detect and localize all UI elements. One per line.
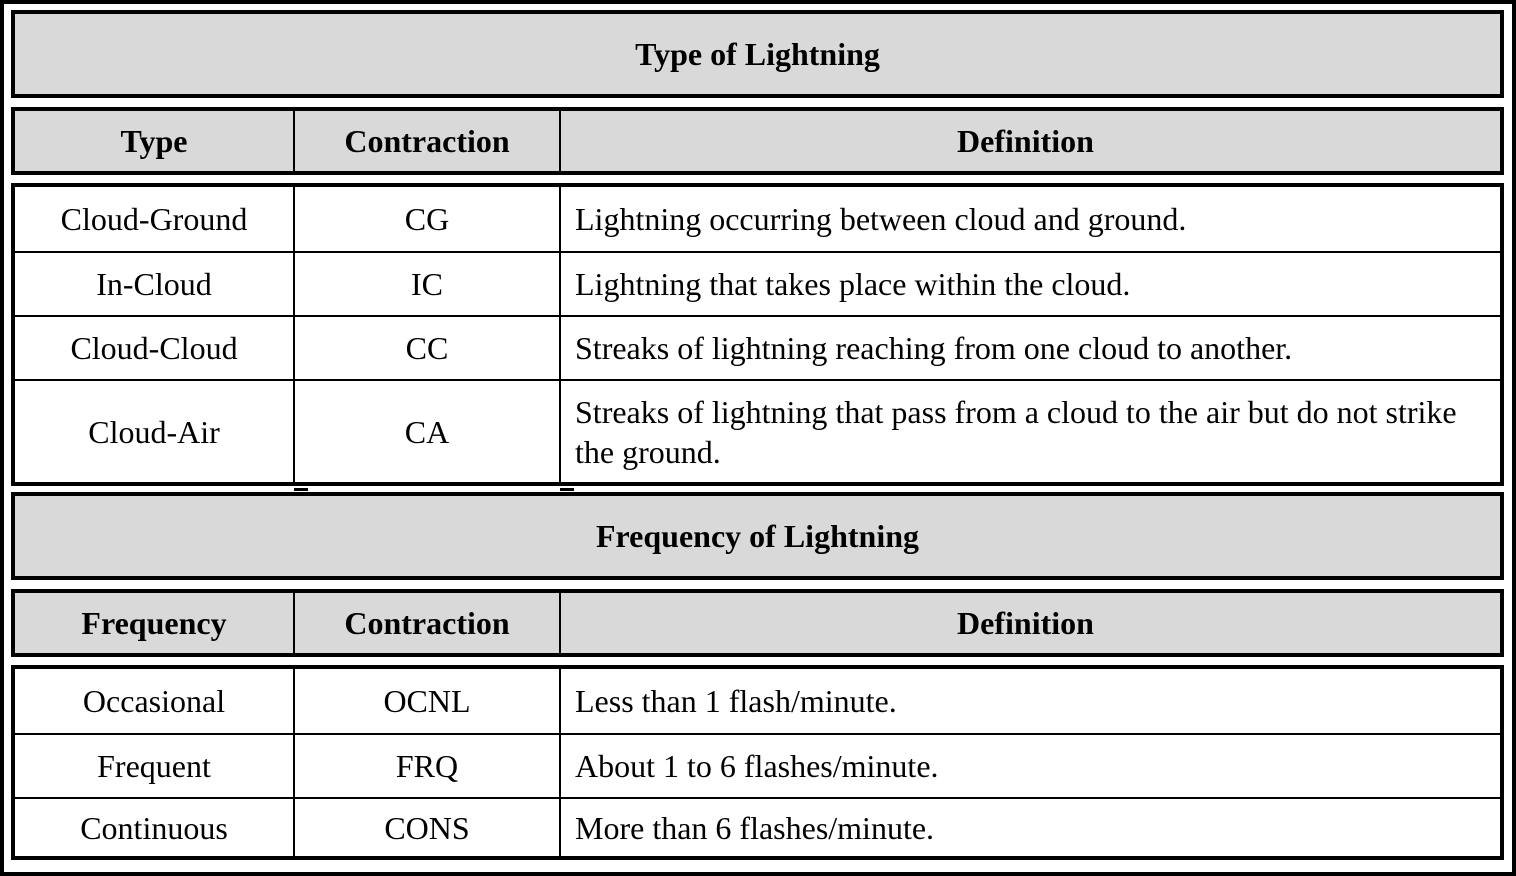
type-header-contraction: Contraction [293, 111, 559, 171]
definition-cell: Less than 1 flash/minute. [559, 669, 1500, 733]
frequency-cell: Frequent [97, 748, 211, 784]
definition-cell: More than 6 flashes/minute. [559, 799, 1500, 856]
frequency-header-definition: Definition [559, 593, 1500, 653]
frequency-header-contraction: Contraction [293, 593, 559, 653]
type-cell: Cloud-Air [88, 413, 220, 450]
definition-cell: Lightning occurring between cloud and ground. [559, 187, 1500, 251]
table-row [15, 669, 1500, 733]
frequency-header-frequency: Frequency [81, 605, 227, 641]
table-row [15, 733, 1500, 797]
definition-cell: Streaks of lightning that pass from a cloud to the air but do not strike the ground. [559, 381, 1500, 482]
type-cell: Cloud-Cloud [70, 330, 238, 366]
table-row [15, 315, 1500, 379]
type-header-type: Type [120, 123, 188, 159]
definition-cell: Streaks of lightning reaching from one cloud to another. [559, 317, 1500, 379]
type-header-row [11, 107, 1504, 175]
frequency-header-row [11, 589, 1504, 657]
frequency-cell: Continuous [80, 809, 228, 846]
table-row [15, 797, 1500, 856]
contraction-cell: CONS [293, 799, 559, 856]
divider-tick [560, 488, 574, 491]
type-cell: In-Cloud [96, 266, 212, 302]
type-header-definition: Definition [559, 111, 1500, 171]
type-cell: Cloud-Ground [60, 201, 248, 237]
divider-tick [294, 488, 308, 491]
contraction-cell: CA [293, 381, 559, 482]
contraction-cell: CC [293, 317, 559, 379]
definition-cell: About 1 to 6 flashes/minute. [559, 735, 1500, 797]
table-row [15, 251, 1500, 315]
frequency-cell: Occasional [82, 683, 226, 719]
type-section-title-bar [11, 10, 1504, 98]
contraction-cell: IC [293, 253, 559, 315]
frequency-section-title: Frequency of Lightning [596, 517, 919, 554]
contraction-cell: FRQ [293, 735, 559, 797]
definition-cell: Lightning that takes place within the cloud. [559, 253, 1500, 315]
table-row [15, 379, 1500, 482]
table-row [15, 187, 1500, 251]
frequency-rows-block [11, 665, 1504, 860]
frequency-section-title-bar [11, 492, 1504, 580]
contraction-cell: OCNL [293, 669, 559, 733]
type-section-title: Type of Lightning [635, 35, 880, 72]
type-rows-block [11, 183, 1504, 486]
contraction-cell: CG [293, 187, 559, 251]
